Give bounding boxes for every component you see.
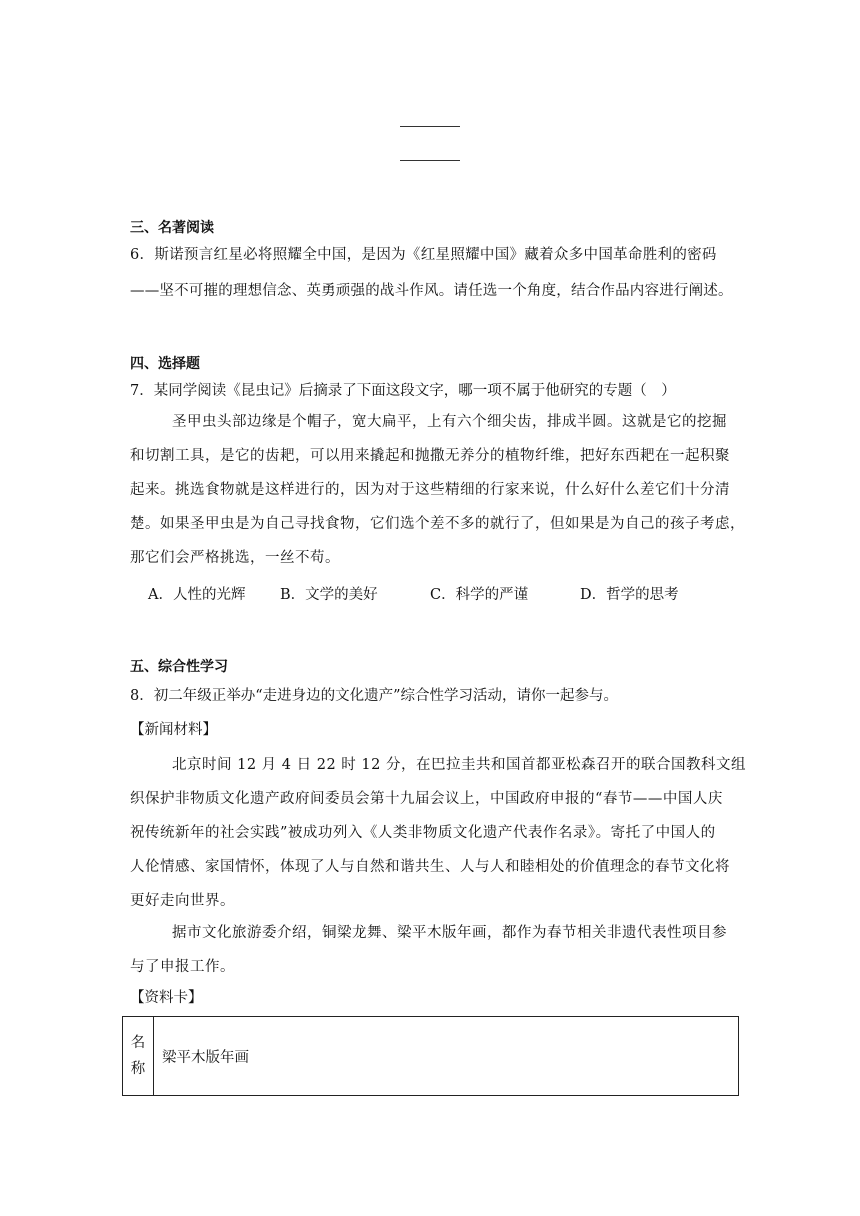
passage-line: 圣甲虫头部边缘是个帽子，宽大扁平，上有六个细尖齿，排成半圆。这就是它的挖掘 (172, 414, 727, 430)
news-line: 北京时间 12 月 4 日 22 时 12 分，在巴拉圭共和国首都亚松森召开的联合国教科文组 (172, 757, 746, 773)
card-name-label-cell (123, 1017, 154, 1096)
card-name-label-char: 称 (130, 1061, 146, 1077)
passage-line: 那它们会严格挑选，一丝不苟。 (130, 550, 340, 566)
question-6-line-1: 6．斯诺预言红星必将照耀全中国，是因为《红星照耀中国》藏着众多中国革命胜利的密码 (130, 247, 717, 263)
news-line: 祝传统新年的社会实践”被成功列入《人类非物质文化遗产代表作名录》。寄托了中国人的 (130, 825, 716, 841)
news-paragraph-1 (130, 748, 746, 918)
passage-line: 楚。如果圣甲虫是为自己寻找食物，它们选个差不多的就行了，但如果是为自己的孩子考虑， (130, 516, 745, 532)
question-6-line-2: ——坚不可摧的理想信念、英勇顽强的战斗作风。请任选一个角度，结合作品内容进行阐述。 (130, 283, 733, 299)
section-heading-4: 四、选择题 (130, 356, 200, 372)
option-d[interactable]: D．哲学的思考 (580, 587, 679, 603)
section-heading-5: 五、综合性学习 (130, 659, 228, 675)
passage-line: 起来。挑选食物就是这样进行的，因为对于这些精细的行家来说，什么好什么差它们十分清 (130, 482, 730, 498)
answer-blank-line-1 (400, 126, 460, 127)
question-7-stem: 7．某同学阅读《昆虫记》后摘录了下面这段文字，哪一项不属于他研究的专题（ ） (130, 383, 676, 399)
section-heading-3: 三、名著阅读 (130, 220, 214, 236)
news-line: 织保护非物质文化遗产政府间委员会第十九届会议上，中国政府申报的“春节——中国人庆 (130, 791, 723, 807)
news-line: 更好走向世界。 (130, 893, 235, 909)
question-8-stem: 8．初二年级正举办“走进身边的文化遗产”综合性学习活动，请你一起参与。 (130, 688, 619, 704)
info-card-label: 【资料卡】 (130, 990, 203, 1006)
card-name-value: 梁平木版年画 (162, 1049, 249, 1066)
news-paragraph-2 (130, 916, 740, 984)
option-b[interactable]: B．文学的美好 (280, 587, 378, 603)
answer-blank-line-2 (400, 160, 460, 161)
card-name-value-cell (154, 1017, 739, 1096)
news-material-label: 【新闻材料】 (130, 722, 217, 738)
table-row (123, 1017, 739, 1096)
option-c[interactable]: C．科学的严谨 (430, 587, 529, 603)
card-name-label-char: 名 (130, 1035, 146, 1051)
news-line: 人伦情感、家国情怀，体现了人与自然和谐共生、人与人和睦相处的价值理念的春节文化将 (130, 859, 730, 875)
info-card-table (122, 1016, 739, 1096)
option-a[interactable]: A．人性的光辉 (148, 587, 246, 603)
kunchongji-passage (130, 405, 745, 575)
news-line: 与了申报工作。 (130, 959, 235, 975)
news-line: 据市文化旅游委介绍，铜梁龙舞、梁平木版年画，都作为春节相关非遗代表性项目参 (172, 925, 727, 941)
passage-line: 和切割工具，是它的齿耙，可以用来撬起和抛撒无养分的植物纤维，把好东西耙在一起积聚 (130, 448, 730, 464)
